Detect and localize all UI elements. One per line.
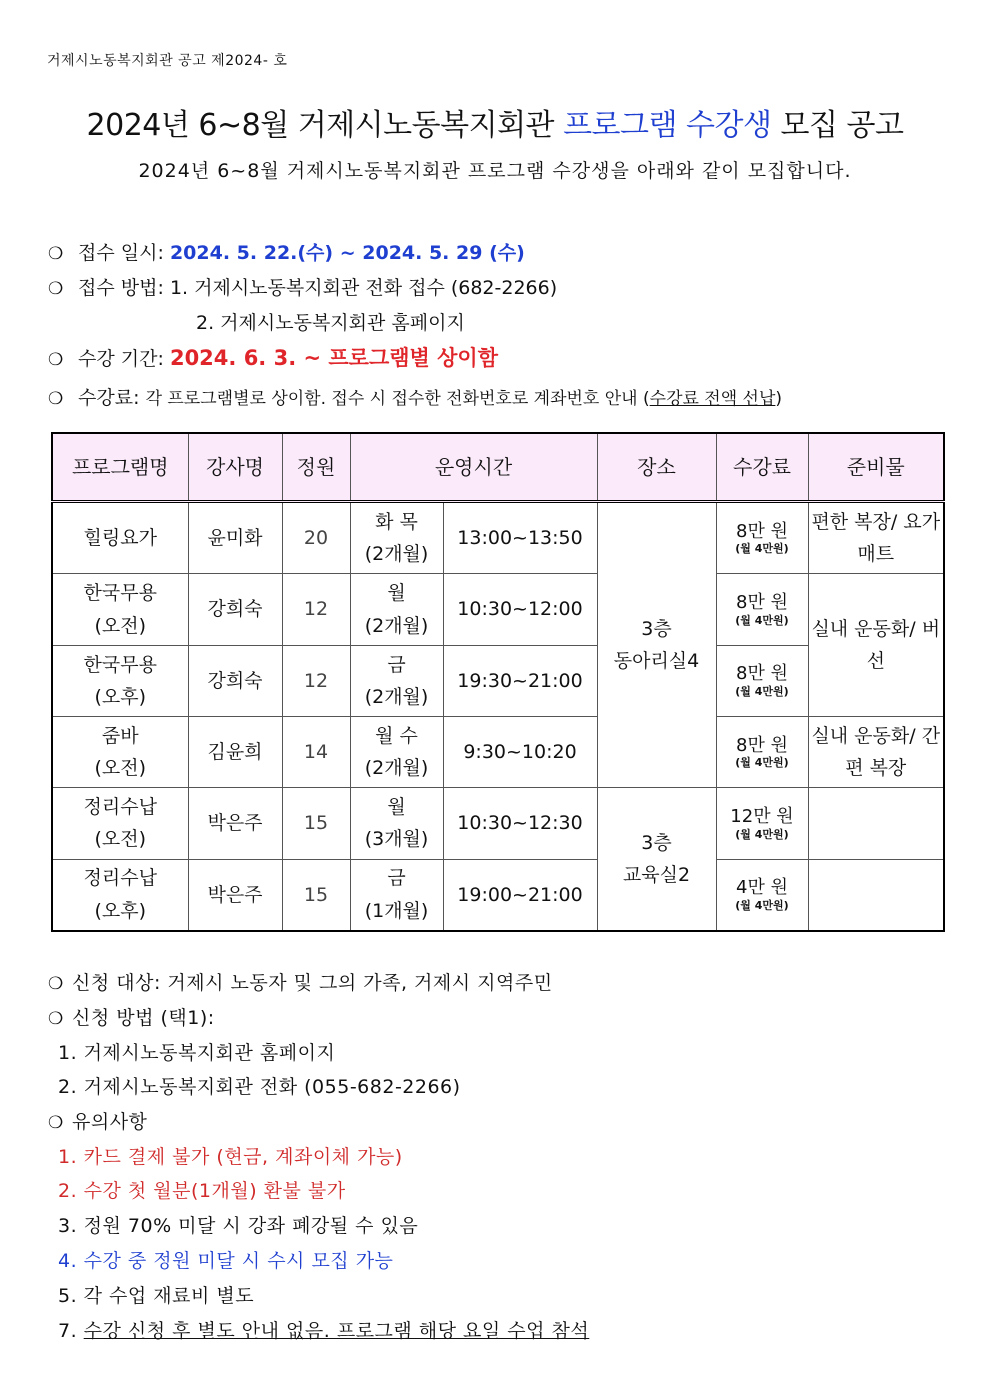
note-item-5: 5. 각 수업 재료비 별도: [58, 1285, 255, 1307]
fee-note: (월 4만원): [735, 898, 789, 912]
instructor: 윤미화: [188, 502, 282, 574]
period-label: 수강 기간:: [78, 348, 164, 370]
bullet-icon: ❍: [48, 279, 64, 299]
time: 10:30~12:00: [443, 574, 597, 645]
bullet-icon: ❍: [48, 1113, 64, 1133]
header-fee: 수강료: [716, 433, 808, 502]
program-name: [52, 716, 188, 787]
header-schedule: 운영시간: [350, 433, 597, 502]
page-subtitle: 2024년 6~8월 거제시노동복지회관 프로그램 수강생을 아래와 같이 모집합니다.: [138, 160, 852, 182]
location-floor: 3층: [641, 831, 672, 854]
supplies: [808, 859, 944, 931]
table-row: [52, 716, 944, 787]
fee-note: (월 4만원): [735, 827, 789, 841]
time: 19:30~21:00: [443, 645, 597, 716]
reception-method: [48, 273, 557, 300]
days: [350, 788, 443, 859]
table-row: [52, 859, 944, 931]
days-value: 월 수: [375, 724, 418, 747]
program-name-line: 줌바: [101, 724, 139, 747]
location-room: 동아리실4: [613, 650, 700, 673]
time: 9:30~10:20: [443, 716, 597, 787]
course-fee: [48, 383, 782, 410]
program-session: (오후): [94, 685, 147, 708]
program-name-line: 정리수납: [83, 867, 157, 890]
title-suffix: 모집 공고: [771, 108, 904, 143]
days-value: 월: [387, 796, 406, 819]
fee-cell: [716, 716, 808, 787]
supplies: 편한 복장/ 요가 매트: [808, 502, 944, 574]
fee-cell: [716, 502, 808, 574]
table-row: [52, 788, 944, 859]
fee: 8만 원: [736, 734, 788, 756]
program-name: [52, 859, 188, 931]
days: [350, 716, 443, 787]
program-name: [52, 645, 188, 716]
title-accent: 프로그램 수강생: [563, 108, 772, 143]
instructor: 강희숙: [188, 645, 282, 716]
note-item-1: 1. 카드 결제 불가 (현금, 계좌이체 가능): [58, 1146, 403, 1168]
bullet-icon: ❍: [48, 1009, 64, 1029]
duration: (2개월): [364, 543, 429, 566]
reception-method-label: 접수 방법:: [78, 277, 164, 299]
fee: 8만 원: [736, 520, 788, 542]
instructor: 박은주: [188, 788, 282, 859]
reception-method-1: 1. 거제시노동복지회관 전화 접수 (682-2266): [169, 277, 558, 299]
location-room: 교육실2: [622, 864, 691, 887]
capacity: 20: [282, 502, 350, 574]
instructor: 김윤희: [188, 716, 282, 787]
fee-close: ): [775, 389, 783, 409]
note-item-4: 4. 수강 중 정원 미달 시 수시 모집 가능: [58, 1250, 394, 1272]
fee-note: (월 4만원): [735, 685, 789, 699]
table-row: [52, 502, 944, 574]
eligibility-value: 거제시 노동자 및 그의 가족, 거제시 지역주민: [167, 972, 553, 994]
header-program: 프로그램명: [52, 433, 188, 502]
fee-text: 각 프로그램별로 상이함. 접수 시 접수한 전화번호로 계좌번호 안내 (: [145, 389, 650, 409]
program-session: (오전): [94, 614, 147, 637]
supplies: 실내 운동화/ 버선: [808, 574, 944, 717]
program-name-line: 정리수납: [83, 796, 157, 819]
time: 10:30~12:30: [443, 788, 597, 859]
reception-date: [48, 238, 525, 265]
reception-date-value: 2024. 5. 22.(수) ~ 2024. 5. 29 (수): [169, 242, 525, 264]
program-session: (오후): [94, 899, 147, 922]
location-cell: [597, 788, 716, 931]
capacity: 12: [282, 574, 350, 645]
capacity: 15: [282, 788, 350, 859]
instructor: 박은주: [188, 859, 282, 931]
capacity: 15: [282, 859, 350, 931]
note-item-2: 2. 수강 첫 월분(1개월) 환불 불가: [58, 1180, 346, 1202]
reception-method-2: 2. 거제시노동복지회관 홈페이지: [196, 312, 465, 334]
fee: 8만 원: [736, 663, 788, 685]
period-value: 2024. 6. 3. ~ 프로그램별 상이함: [169, 346, 498, 370]
header-location: 장소: [597, 433, 716, 502]
notice-number: 거제시노동복지회관 공고 제2024- 호: [47, 53, 288, 69]
reception-date-label: 접수 일시:: [78, 242, 164, 264]
header-supplies: 준비물: [808, 433, 944, 502]
fee-cell: [716, 788, 808, 859]
note-item-3: 3. 정원 70% 미달 시 강좌 폐강될 수 있음: [58, 1215, 419, 1237]
title-prefix: 2024년 6~8월 거제시노동복지회관: [86, 108, 564, 143]
program-name: [52, 788, 188, 859]
duration: (2개월): [364, 685, 429, 708]
duration: (2개월): [364, 614, 429, 637]
bullet-icon: ❍: [48, 244, 64, 264]
table-header-row: [52, 433, 944, 502]
days-value: 월: [387, 582, 406, 605]
bullet-icon: ❍: [48, 389, 64, 409]
course-period: [48, 342, 498, 372]
fee-cell: [716, 859, 808, 931]
days-value: 금: [387, 867, 406, 890]
program-session: (오전): [94, 828, 147, 851]
supplies: 실내 운동화/ 간편 복장: [808, 716, 944, 787]
capacity: 12: [282, 645, 350, 716]
days-value: 화 목: [375, 510, 418, 533]
program-session: (오전): [94, 757, 147, 780]
table-row: [52, 574, 944, 645]
page-title: [0, 100, 990, 144]
fee-note: (월 4만원): [735, 613, 789, 627]
note-item-7-text: 수강 신청 후 별도 안내 없음. 프로그램 해당 요일 수업 참석: [83, 1320, 590, 1342]
capacity: 14: [282, 716, 350, 787]
fee-underlined: 수강료 전액 선납: [649, 389, 776, 409]
fee: 12만 원: [730, 806, 794, 828]
bullet-icon: ❍: [48, 350, 64, 370]
fee-note: (월 4만원): [735, 756, 789, 770]
eligibility-label: 신청 대상:: [72, 972, 161, 994]
note-item-7-number: 7.: [58, 1320, 84, 1342]
instructor: 강희숙: [188, 574, 282, 645]
fee: 4만 원: [736, 877, 788, 899]
fee-label: 수강료:: [78, 387, 140, 409]
fee: 8만 원: [736, 592, 788, 614]
program-table: [51, 432, 945, 932]
fee-note: (월 4만원): [735, 542, 789, 556]
days: [350, 645, 443, 716]
apply-item-2: 2. 거제시노동복지회관 전화 (055-682-2266): [58, 1076, 461, 1098]
program-name-line: 한국무용: [83, 582, 157, 605]
days: [350, 574, 443, 645]
program-name: [52, 574, 188, 645]
note-item-7: [58, 1316, 589, 1343]
apply-label: 신청 방법 (택1):: [72, 1007, 215, 1029]
duration: (3개월): [364, 828, 429, 851]
days: [350, 859, 443, 931]
fee-cell: [716, 574, 808, 645]
header-capacity: 정원: [282, 433, 350, 502]
program-name: 힐링요가: [52, 502, 188, 574]
notes-heading: [48, 1107, 147, 1134]
bullet-icon: ❍: [48, 974, 64, 994]
location-cell: [597, 502, 716, 788]
duration: (2개월): [364, 757, 429, 780]
fee-cell: [716, 645, 808, 716]
program-name-line: 한국무용: [83, 653, 157, 676]
days: [350, 502, 443, 574]
apply-item-1: 1. 거제시노동복지회관 홈페이지: [58, 1042, 336, 1064]
days-value: 금: [387, 653, 406, 676]
time: 13:00~13:50: [443, 502, 597, 574]
time: 19:00~21:00: [443, 859, 597, 931]
eligibility: [48, 968, 553, 995]
duration: (1개월): [364, 899, 429, 922]
supplies: [808, 788, 944, 859]
notes-label: 유의사항: [72, 1111, 148, 1133]
location-floor: 3층: [641, 617, 672, 640]
header-instructor: 강사명: [188, 433, 282, 502]
apply-method: [48, 1003, 215, 1030]
